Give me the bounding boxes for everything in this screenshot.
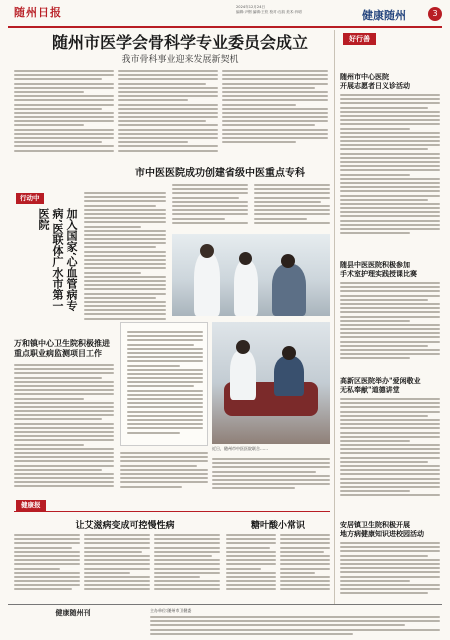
- caption-box: [120, 322, 208, 446]
- right-body-3: [340, 398, 440, 508]
- bottom-body-col-5: [280, 534, 330, 600]
- right-headline-2: 随县中医医院积极参加 手术室护理实践授课比赛: [340, 260, 417, 278]
- footer-title: 健康随州刊: [55, 609, 91, 617]
- feature-badge: 行动中: [16, 193, 44, 204]
- footer-rule: [8, 604, 442, 605]
- masthead-logo: 随州日报: [14, 6, 62, 19]
- right-headline-4: 安居镇卫生院积极开展 地方病健康知识进校园活动: [340, 520, 424, 538]
- bottom-headline-right: 糖叶酸小常识: [250, 521, 305, 531]
- sub-story-col-2: [120, 452, 208, 496]
- lead-body-col-1: [14, 70, 114, 158]
- bottom-headline-left: 让艾滋病变成可控慢性病: [75, 521, 175, 531]
- sub-story-col-1: [14, 364, 114, 496]
- footer-info: 主办单位:随州市卫健委: [150, 608, 192, 613]
- right-column-badge: 好行善: [343, 33, 376, 45]
- bottom-section-rule: [14, 511, 330, 512]
- right-headline-3: 高新区医院举办"爱闲敬业 无私奉献"道德讲堂: [340, 376, 421, 394]
- issue-meta: [236, 5, 356, 15]
- feature-body-col-3: [254, 184, 330, 230]
- bottom-body-col-3: [154, 534, 220, 600]
- clinic-photo: [172, 234, 330, 316]
- photo-caption: 近日，随州市中医医院联合……: [212, 446, 268, 451]
- blood-drive-photo: [212, 322, 330, 444]
- footer-body: [150, 616, 440, 636]
- feature-body-col-2: [172, 184, 248, 230]
- page-number: 3: [428, 7, 442, 21]
- vertical-headline: 加入国家‘心血管病专病’医联体广水市第一医院: [37, 208, 78, 311]
- column-divider: [334, 30, 335, 605]
- bottom-section-badge: 健康报: [16, 500, 46, 511]
- right-body-2: [340, 282, 440, 367]
- feature-sub-headline: 万和镇中心卫生院积极推进 重点职业病监测项目工作: [14, 338, 110, 358]
- lead-body-col-2: [118, 70, 218, 158]
- lead-subheadline: 我市骨科事业迎来发展新契机: [121, 55, 239, 65]
- bottom-body-col-4: [226, 534, 276, 600]
- right-body-1: [340, 94, 440, 244]
- feature-center-headline: 市中医医院成功创建省级中医重点专科: [135, 168, 305, 179]
- feature-body-col-1: [84, 192, 166, 330]
- lead-headline: 随州市医学会骨科学专业委员会成立: [51, 33, 308, 52]
- issue-editors: 编辑:尹钢 编辑:王钦 校对:石韵 美术:肖明: [236, 10, 302, 14]
- section-title: 健康随州: [362, 9, 406, 22]
- bottom-body-col-1: [14, 534, 80, 600]
- bottom-body-col-2: [84, 534, 150, 600]
- right-headline-1: 随州市中心医院 开展志愿者日义诊活动: [340, 72, 410, 90]
- issue-date: 2024年12月24日: [236, 5, 266, 9]
- right-body-4: [340, 542, 440, 602]
- vertical-headline-wrap: [18, 208, 78, 318]
- header-rule: [8, 26, 442, 28]
- sub-story-col-3: [212, 458, 330, 496]
- lead-body-col-3: [222, 70, 328, 158]
